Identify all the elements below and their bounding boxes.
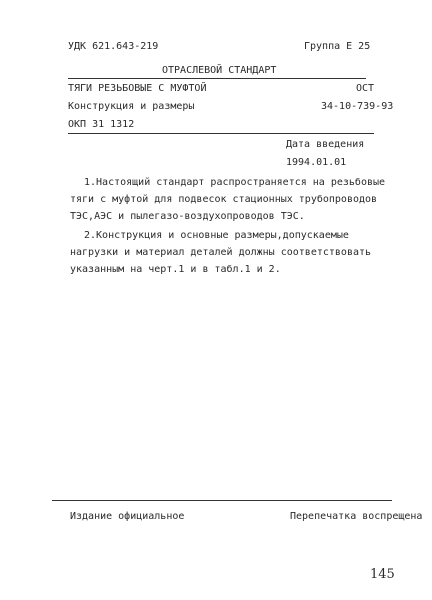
intro-date-value: 1994.01.01	[286, 157, 347, 168]
document-subtitle: Конструкция и размеры	[68, 101, 195, 112]
okp-code: ОКП 31 1312	[68, 119, 135, 130]
group-code: Группа Е 25	[304, 41, 371, 52]
footer-reprint-notice: Перепечатка воспрещена	[290, 511, 423, 522]
standard-type: ОТРАСЛЕВОЙ СТАНДАРТ	[162, 65, 277, 76]
footer-divider	[52, 500, 392, 501]
ost-label: ОСТ	[356, 83, 375, 94]
page-number: 145	[370, 567, 395, 582]
intro-date-label: Дата введения	[286, 139, 365, 150]
ost-number: 34-10-739-93	[321, 101, 394, 112]
footer-edition: Издание официальное	[70, 511, 185, 522]
paragraph-1: 1.Настоящий стандарт распространяется на резьбовые тяги с муфтой для подвесок стационных трубопроводов ТЭС,АЭС и пылегазо-воздухопроводов ТЭС.	[70, 177, 386, 222]
title-divider	[68, 78, 366, 79]
title-block-divider	[68, 133, 374, 134]
document-title: ТЯГИ РЕЗЬБОВЫЕ С МУФТОЙ	[68, 83, 207, 94]
paragraph-2: 2.Конструкция и основные размеры,допускаемые нагрузки и материал деталей должны соответствовать указанным на черт.1 и в табл.1 и 2.	[70, 230, 372, 275]
udk-code: УДК 621.643-219	[68, 41, 159, 52]
